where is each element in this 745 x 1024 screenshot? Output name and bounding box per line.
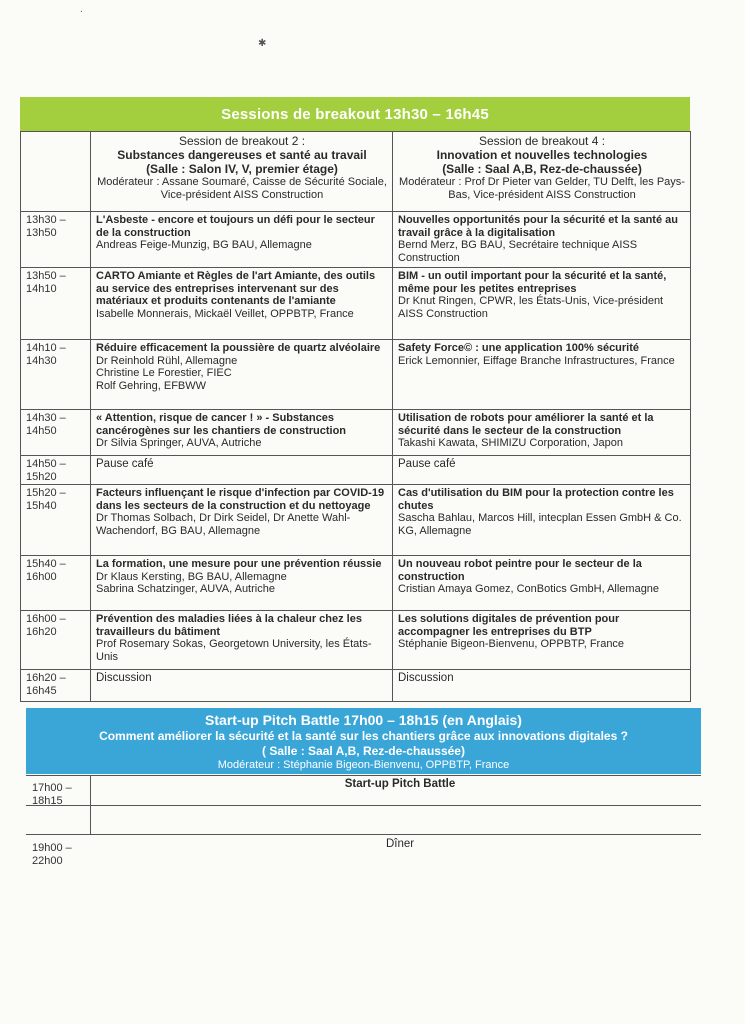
talk-speaker: Cristian Amaya Gomez, ConBotics GmbH, Allemagne xyxy=(398,583,660,595)
time-end: 22h00 xyxy=(32,855,63,867)
session-4-cell xyxy=(393,485,691,556)
session-4-cell xyxy=(393,410,691,456)
talk-speaker: Dr Thomas Solbach, Dr Dirk Seidel, Dr Anette Wahl-Wachendorf, BG BAU, Allemagne xyxy=(96,512,351,537)
scan-speck: . xyxy=(80,4,83,15)
pitch-time xyxy=(32,782,72,808)
session-2-title: Session de breakout 2 : xyxy=(178,134,306,148)
breakout-banner: Sessions de breakout 13h30 – 16h45 xyxy=(20,97,690,131)
dinner-label: Dîner xyxy=(385,838,415,850)
time-end: 18h15 xyxy=(32,795,63,807)
pitch-banner xyxy=(26,708,701,774)
session-4-cell xyxy=(393,268,691,340)
talk-title: CARTO Amiante et Règles de l'art Amiante, des outils au service des entreprises intervenant sur des matériaux et produits contenants de l'amiante xyxy=(96,270,376,307)
session-2-cell xyxy=(91,556,393,611)
breakout-table xyxy=(20,131,691,702)
session-4-title: Session de breakout 4 : xyxy=(478,134,606,148)
break-label: Pause café xyxy=(398,458,456,470)
talk-title: La formation, une mesure pour une prévention réussie xyxy=(96,558,382,570)
talk-speaker: Erick Lemonnier, Eiffage Branche Infrastructures, France xyxy=(398,354,675,367)
talk-title: Les solutions digitales de prévention pour accompagner les entreprises du BTP xyxy=(398,613,620,638)
session-4-moderator: Modérateur : Prof Dr Pieter van Gelder, TU Delft, les Pays-Bas, Vice-président AISS Construction xyxy=(399,176,685,201)
schedule-row xyxy=(21,268,691,340)
schedule-row xyxy=(21,485,691,556)
talk-speaker: Isabelle Monnerais, Mickaël Veillet, OPPBTP, France xyxy=(96,307,354,320)
talk-title: L'Asbeste - encore et toujours un défi pour le secteur de la construction xyxy=(96,214,375,239)
talk-title: Nouvelles opportunités pour la sécurité et la santé au travail grâce à la digitalisation xyxy=(398,214,678,239)
time-end: 16h20 xyxy=(26,625,57,638)
time-end: 14h50 xyxy=(26,424,57,437)
session-2-cell xyxy=(91,670,393,702)
session-2-cell xyxy=(91,485,393,556)
talk-title: Utilisation de robots pour améliorer la santé et la sécurité dans le secteur de la construction xyxy=(398,412,654,437)
session-4-cell xyxy=(393,611,691,670)
schedule-row xyxy=(21,556,691,611)
schedule-row xyxy=(21,611,691,670)
session-4-subtitle: Innovation et nouvelles technologies xyxy=(436,148,648,162)
session-4-cell xyxy=(393,670,691,702)
time-end: 14h10 xyxy=(26,282,57,295)
session-2-room: (Salle : Salon IV, V, premier étage) xyxy=(146,162,338,176)
session-2-subtitle: Substances dangereuses et santé au travail xyxy=(117,148,367,162)
divider xyxy=(26,805,701,806)
session-2-moderator: Modérateur : Assane Soumaré, Caisse de Sécurité Sociale, Vice-président AISS Construction xyxy=(97,176,387,201)
session-4-header xyxy=(393,132,691,212)
talk-title: Safety Force© : une application 100% sécurité xyxy=(398,342,640,354)
time-cell xyxy=(21,556,91,611)
scan-speck: ✱ xyxy=(258,38,267,49)
time-start: 15h40 – xyxy=(26,558,66,570)
session-2-cell xyxy=(91,456,393,485)
pitch-room: ( Salle : Saal A,B, Rez-de-chaussée) xyxy=(262,744,465,758)
time-start: 14h50 – xyxy=(26,458,66,470)
time-start: 16h00 – xyxy=(26,613,66,625)
session-2-cell xyxy=(91,410,393,456)
time-cell xyxy=(21,670,91,702)
session-2-cell xyxy=(91,611,393,670)
talk-speaker: Andreas Feige-Munzig, BG BAU, Allemagne xyxy=(96,239,312,251)
time-end: 15h20 xyxy=(26,470,57,483)
time-start: 16h20 – xyxy=(26,672,66,684)
talk-speaker: Sascha Bahlau, Marcos Hill, intecplan Essen GmbH & Co. KG, Allemagne xyxy=(398,512,682,537)
talk-title: Réduire efficacement la poussière de quartz alvéolaire xyxy=(96,342,381,354)
dinner-time xyxy=(32,842,72,868)
schedule-row xyxy=(21,456,691,485)
break-label: Discussion xyxy=(96,672,152,684)
talk-speaker: Takashi Kawata, SHIMIZU Corporation, Japon xyxy=(398,437,623,449)
session-4-cell xyxy=(393,456,691,485)
session-2-cell xyxy=(91,212,393,268)
time-start: 13h50 – xyxy=(26,270,66,282)
session-4-room: (Salle : Saal A,B, Rez-de-chaussée) xyxy=(442,162,642,176)
pitch-battle-label: Start-up Pitch Battle xyxy=(344,778,456,790)
time-cell xyxy=(21,340,91,410)
talk-speaker: Dr Klaus Kersting, BG BAU, Allemagne Sabrina Schatzinger, AUVA, Autriche xyxy=(96,570,287,595)
divider xyxy=(90,775,91,835)
time-cell xyxy=(21,410,91,456)
session-4-cell xyxy=(393,212,691,268)
pitch-question: Comment améliorer la sécurité et la santé sur les chantiers grâce aux innovations digitales ? xyxy=(99,729,628,743)
talk-speaker: Prof Rosemary Sokas, Georgetown University, les États-Unis xyxy=(96,638,372,663)
time-start: 19h00 – xyxy=(32,842,72,854)
talk-title: BIM - un outil important pour la sécurité et la santé, même pour les petites entreprises xyxy=(398,270,667,295)
session-2-header xyxy=(91,132,393,212)
pitch-moderator: Modérateur : Stéphanie Bigeon-Bienvenu, OPPBTP, France xyxy=(217,759,510,771)
break-label: Discussion xyxy=(398,672,454,684)
talk-title: Facteurs influençant le risque d'infection par COVID-19 dans les secteurs de la construction et du nettoyage xyxy=(96,487,385,512)
time-end: 16h45 xyxy=(26,684,57,697)
time-cell xyxy=(21,611,91,670)
time-start: 17h00 – xyxy=(32,782,72,794)
time-start: 14h30 – xyxy=(26,412,66,424)
time-start: 15h20 – xyxy=(26,487,66,499)
divider xyxy=(26,834,701,835)
schedule-row xyxy=(21,212,691,268)
talk-speaker: Dr Knut Ringen, CPWR, les États-Unis, Vice-président AISS Construction xyxy=(398,295,664,320)
schedule-row xyxy=(21,340,691,410)
session-2-cell xyxy=(91,340,393,410)
time-start: 13h30 – xyxy=(26,214,66,226)
break-label: Pause café xyxy=(96,458,154,470)
time-cell xyxy=(21,485,91,556)
time-cell xyxy=(21,212,91,268)
talk-speaker: Dr Silvia Springer, AUVA, Autriche xyxy=(96,437,262,449)
talk-title: Cas d'utilisation du BIM pour la protection contre les chutes xyxy=(398,487,674,512)
talk-title: Un nouveau robot peintre pour le secteur de la construction xyxy=(398,558,642,583)
talk-speaker: Stéphanie Bigeon-Bienvenu, OPPBTP, France xyxy=(398,638,625,650)
divider xyxy=(26,775,701,776)
time-end: 16h00 xyxy=(26,570,57,583)
session-4-cell xyxy=(393,556,691,611)
time-start: 14h10 – xyxy=(26,342,66,354)
session-4-cell xyxy=(393,340,691,410)
time-cell xyxy=(21,268,91,340)
time-end: 13h50 xyxy=(26,226,57,239)
session-2-cell xyxy=(91,268,393,340)
time-end: 15h40 xyxy=(26,499,57,512)
schedule-row xyxy=(21,410,691,456)
time-header-cell xyxy=(21,132,91,212)
talk-title: Prévention des maladies liées à la chaleur chez les travailleurs du bâtiment xyxy=(96,613,362,638)
session-header-row xyxy=(21,132,691,212)
talk-speaker: Bernd Merz, BG BAU, Secrétaire technique AISS Construction xyxy=(398,239,638,264)
schedule-row xyxy=(21,670,691,702)
time-end: 14h30 xyxy=(26,354,57,367)
talk-speaker: Dr Reinhold Rühl, Allemagne Christine Le Forestier, FIEC Rolf Gehring, EFBWW xyxy=(96,354,238,392)
talk-title: « Attention, risque de cancer ! » - Substances cancérogènes sur les chantiers de construction xyxy=(96,412,347,437)
time-cell xyxy=(21,456,91,485)
pitch-title: Start-up Pitch Battle 17h00 – 18h15 (en Anglais) xyxy=(205,712,522,728)
